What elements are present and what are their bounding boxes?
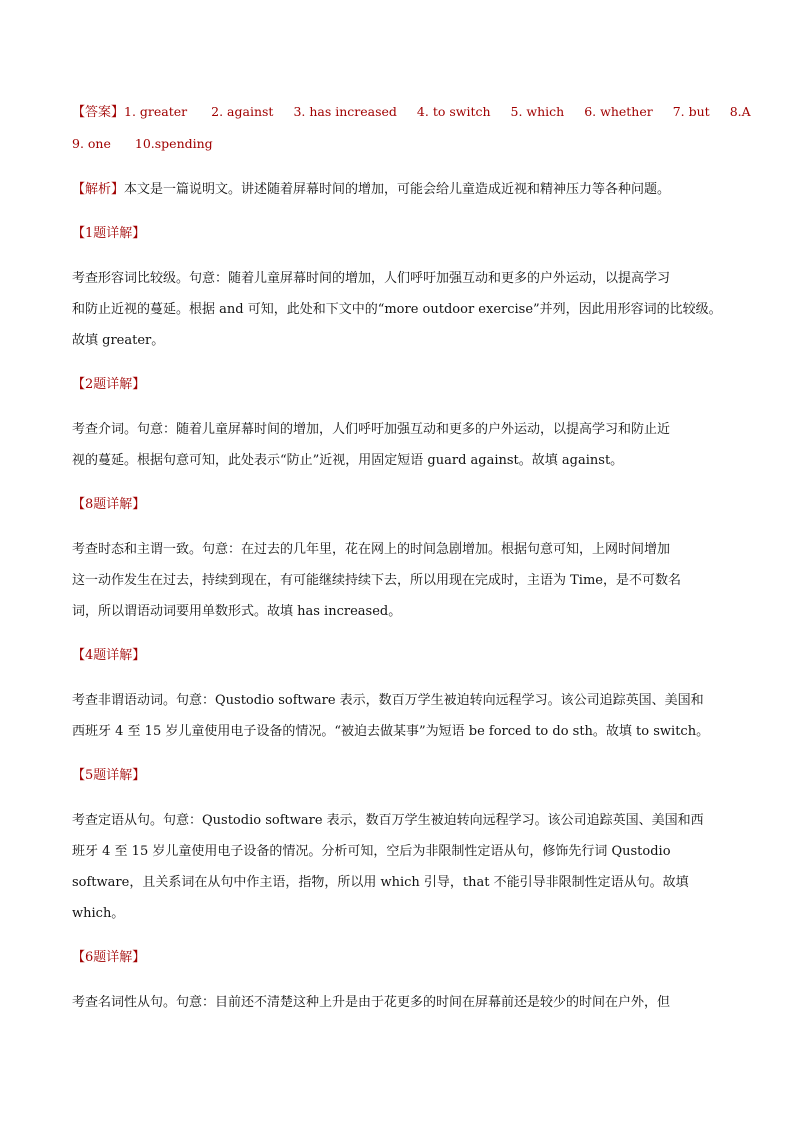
answer-item: 1. greater	[124, 104, 188, 119]
question-heading: 【2题详解】	[72, 377, 146, 392]
question-heading: 【5题详解】	[72, 768, 146, 783]
answer-item: 5. which	[510, 104, 565, 119]
question-explanation	[72, 685, 732, 747]
explanation-line: 考查介词。句意：随着儿童屏幕时间的增加，人们呼吁加强互动和更多的户外运动，以提高学习和防止近	[72, 422, 671, 437]
document-page	[72, 96, 751, 1018]
answer-item: 3. has increased	[293, 104, 397, 119]
question-explanation	[72, 414, 732, 476]
question-heading: 【8题详解】	[72, 497, 146, 512]
answers-line-1	[72, 96, 751, 128]
explanation-line: 西班牙 4 至 15 岁儿童使用电子设备的情况。“被迫去做某事”为短语 be forced to do sth。故填 to switch。	[72, 724, 710, 739]
explanation-line: 和防止近视的蔓延。根据 and 可知，此处和下文中的“more outdoor exercise”并列，因此用形容词的比较级。	[72, 302, 722, 317]
explanation-line: 词，所以谓语动词要用单数形式。故填 has increased。	[72, 604, 402, 619]
explanation-line: 视的蔓延。根据句意可知，此处表示“防止”近视，用固定短语 guard against。故填 against。	[72, 453, 624, 468]
analysis-text: 本文是一篇说明文。讲述随着屏幕时间的增加，可能会给儿童造成近视和精神压力等各种问题。	[124, 182, 671, 197]
answer-item: 2. against	[211, 104, 274, 119]
answer-item: 6. whether	[584, 104, 653, 119]
answers-line-2	[72, 128, 732, 160]
explanation-line: 班牙 4 至 15 岁儿童使用电子设备的情况。分析可知，空后为非限制性定语从句，修饰先行词 Qustodio	[72, 844, 671, 859]
answer-item: 9. one	[72, 136, 111, 151]
analysis-line	[72, 174, 732, 205]
question-explanation	[72, 805, 732, 929]
answer-item: 8.A	[729, 104, 751, 119]
question-explanation	[72, 263, 732, 356]
explanation-line: 这一动作发生在过去，持续到现在，有可能继续持续下去，所以用现在完成时，主语为 Time，是不可数名	[72, 573, 681, 588]
explanation-line: software，且关系词在从句中作主语，指物，所以用 which 引导，that 不能引导非限制性定语从句。故填	[72, 875, 689, 890]
question-heading: 【4题详解】	[72, 648, 146, 663]
answers-label: 【答案】	[72, 105, 125, 120]
question-heading: 【1题详解】	[72, 226, 146, 241]
explanation-line: 考查非谓语动词。句意：Qustodio software 表示，数百万学生被迫转向远程学习。该公司追踪英国、美国和	[72, 693, 704, 708]
explanation-line: 考查名词性从句。句意：目前还不清楚这种上升是由于花更多的时间在屏幕前还是较少的时间在户外，但	[72, 995, 671, 1010]
explanation-line: which。	[72, 906, 125, 921]
explanation-line: 考查时态和主谓一致。句意：在过去的几年里，花在网上的时间急剧增加。根据句意可知，上网时间增加	[72, 542, 671, 557]
explanation-line: 考查定语从句。句意：Qustodio software 表示，数百万学生被迫转向远程学习。该公司追踪英国、美国和西	[72, 813, 704, 828]
question-explanation	[72, 534, 732, 627]
explanation-line: 故填 greater。	[72, 333, 165, 348]
analysis-label: 【解析】	[72, 182, 125, 197]
answer-item: 4. to switch	[416, 104, 491, 119]
answer-item: 7. but	[672, 104, 710, 119]
explanation-line: 考查形容词比较级。句意：随着儿童屏幕时间的增加，人们呼吁加强互动和更多的户外运动，以提高学习	[72, 271, 671, 286]
question-explanation	[72, 987, 732, 1018]
question-heading: 【6题详解】	[72, 950, 146, 965]
answer-item: 10.spending	[134, 136, 213, 151]
